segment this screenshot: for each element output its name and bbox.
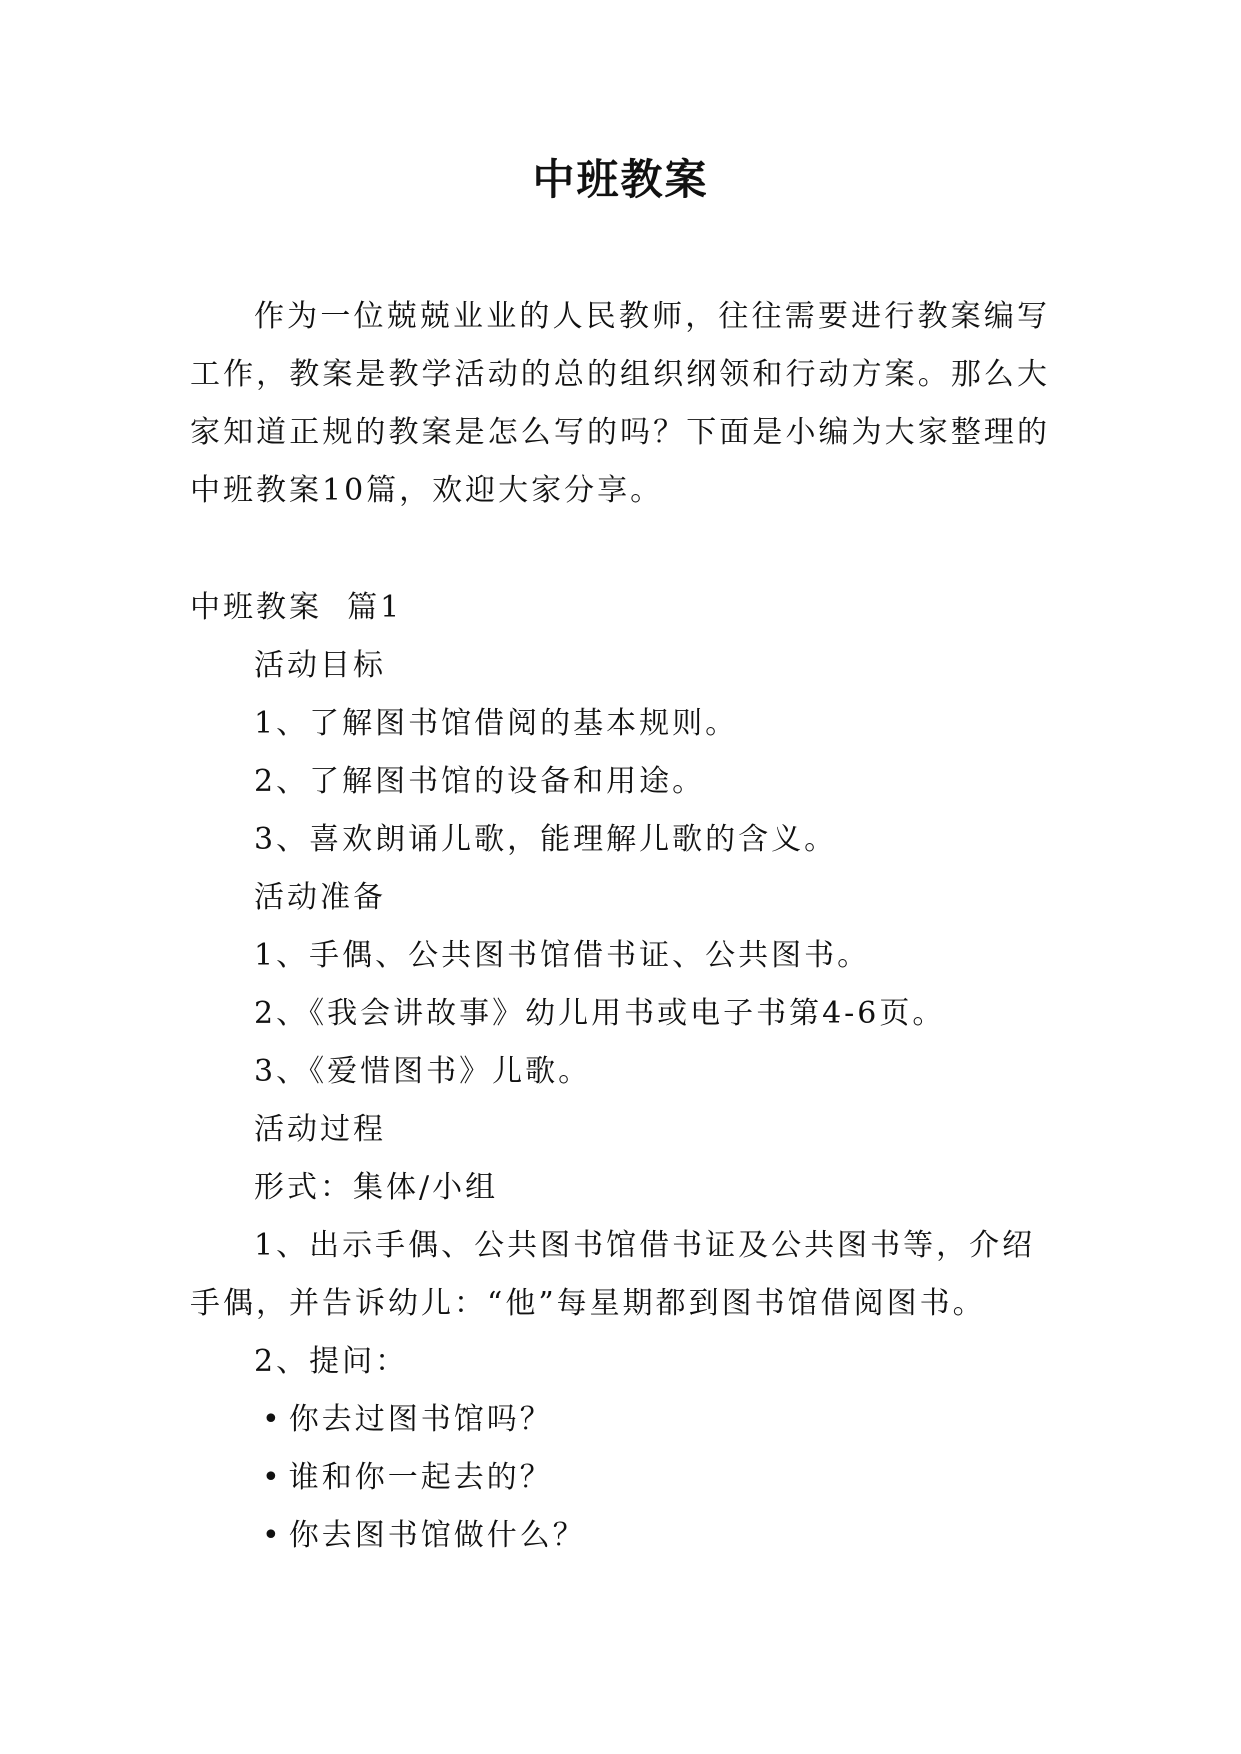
preparation-item: 3、《爱惜图书》儿歌。 <box>254 1054 592 1089</box>
process-heading: 活动过程 <box>254 1112 386 1147</box>
question-text: 你去过图书馆吗？ <box>288 1402 553 1437</box>
process-step-2: 2、提问： <box>254 1344 409 1379</box>
question-item <box>190 1391 1050 1449</box>
document-title: 中班教案 <box>532 155 709 204</box>
process-form: 形式：集体/小组 <box>254 1170 499 1205</box>
preparation-item: 1、手偶、公共图书馆借书证、公共图书。 <box>254 938 871 973</box>
question-text: 谁和你一起去的？ <box>288 1460 553 1495</box>
question-item <box>190 1449 1050 1507</box>
objectives-heading: 活动目标 <box>254 648 386 683</box>
question-item <box>190 1507 1050 1565</box>
question-text: 你去图书馆做什么？ <box>288 1518 586 1553</box>
preparation-heading: 活动准备 <box>254 880 386 915</box>
lesson-content <box>190 579 1050 1565</box>
preparation-item: 2、《我会讲故事》幼儿用书或电子书第4-6页。 <box>254 996 946 1031</box>
section-heading: 中班教案 篇1 <box>190 590 403 625</box>
objective-item: 2、了解图书馆的设备和用途。 <box>254 764 706 799</box>
bullet-icon: • <box>262 1402 283 1437</box>
objective-item: 3、喜欢朗诵儿歌，能理解儿歌的含义。 <box>254 822 838 857</box>
bullet-icon: • <box>262 1518 283 1553</box>
intro-paragraph: 作为一位兢兢业业的人民教师，往往需要进行教案编写工作，教案是教学活动的总的组织纲领和行动方案。那么大家知道正规的教案是怎么写的吗？下面是小编为大家整理的中班教案10篇，欢迎大家分享。 <box>190 299 1050 508</box>
bullet-icon: • <box>262 1460 283 1495</box>
process-step-1: 1、出示手偶、公共图书馆借书证及公共图书等，介绍手偶，并告诉幼儿：“他”每星期都到图书馆借阅图书。 <box>190 1228 1036 1321</box>
objective-item: 1、了解图书馆借阅的基本规则。 <box>254 706 739 741</box>
